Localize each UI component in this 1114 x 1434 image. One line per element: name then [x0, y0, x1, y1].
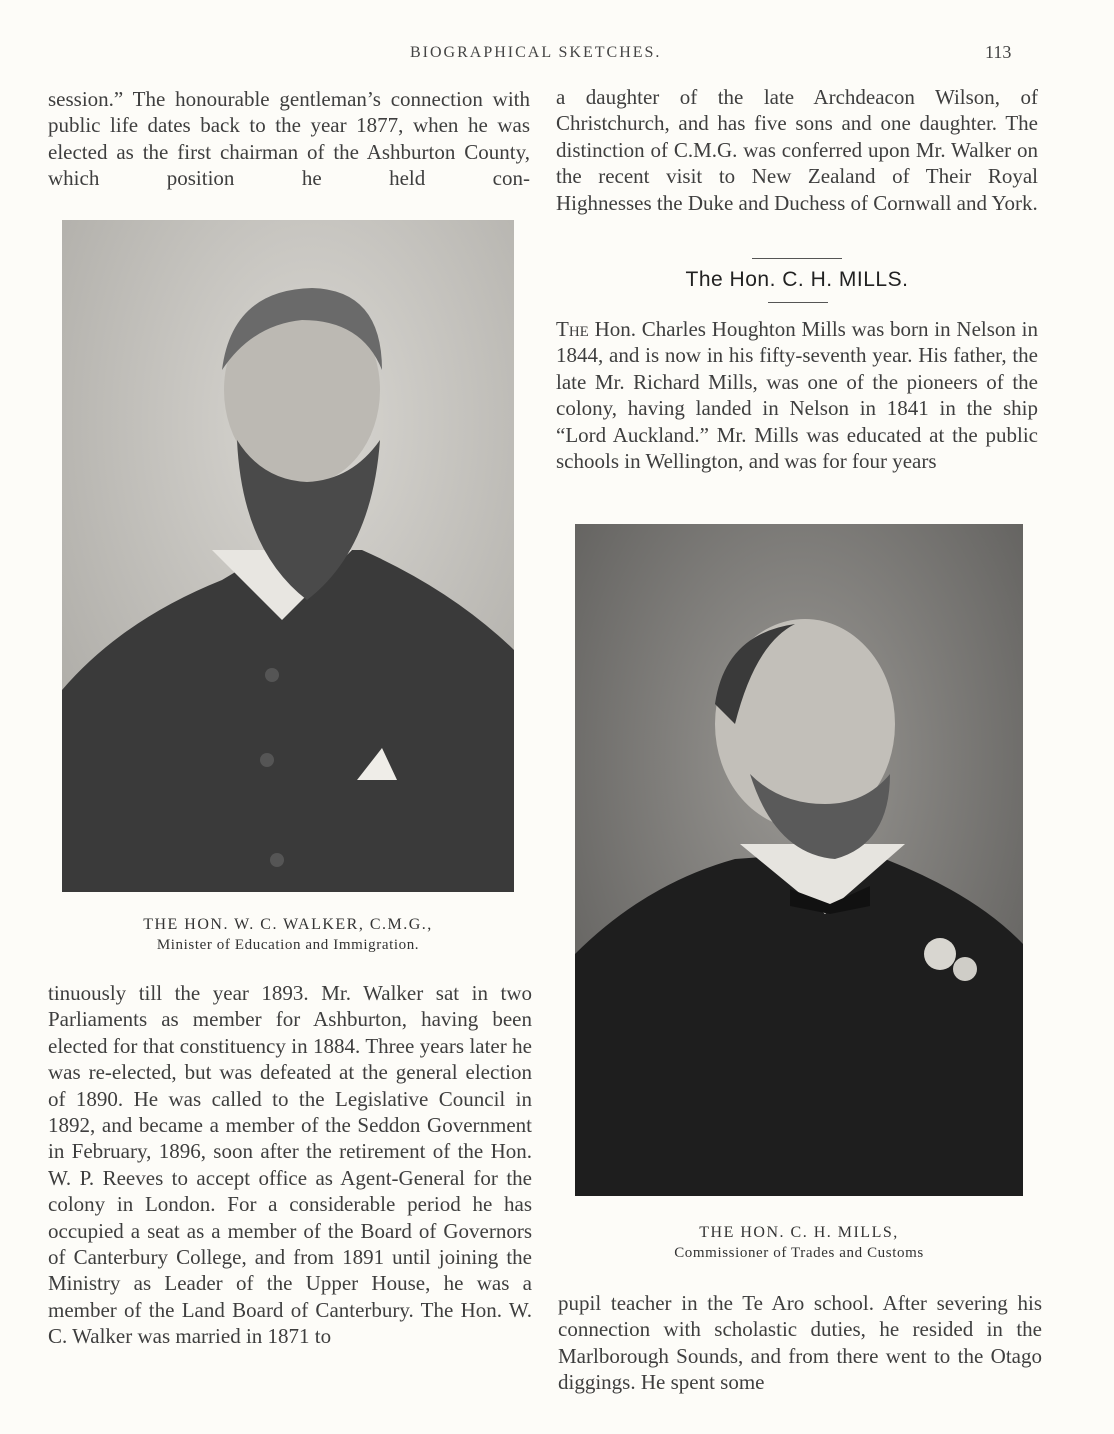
- walker-portrait: [62, 220, 514, 892]
- mills-caption: [575, 1222, 1023, 1264]
- mills-intro-text: Hon. Charles Houghton Mills was born in Nelson in 1844, and is now in his fifty-seventh year. His father, the late Mr. Richard Mills, was one of the pioneers of the colony, having landed in Nelson in 1841 in the ship “Lord Auckland.” Mr. Mills was educated at the public schools in Wellington, and was for four years: [556, 317, 1039, 474]
- mills-caption-name: THE HON. C. H. MILLS,: [699, 1224, 899, 1241]
- mills-paragraph-intro: [556, 316, 1038, 474]
- mills-intro-cap: The: [556, 317, 589, 341]
- mills-caption-title: Commissioner of Trades and Customs: [674, 1245, 924, 1261]
- walker-caption-title: Minister of Education and Immigration.: [156, 937, 420, 953]
- walker-paragraph-bottom: tinuously till the year 1893. Mr. Walker sat in two Parliaments as member for Ashburton, having been elected for that constituency in 1884. Three years later he was re-elected, but was defeated at the general election of 1890. He was called to the Legislative Council in 1892, and became a member of the Seddon Government in February, 1896, soon after the retirement of the Hon. W. P. Reeves to accept office as Agent-General for the colony in London. For a considerable period he has occupied a seat as a member of the Board of Governors of Canterbury College, and from 1891 until joining the Ministry as Leader of the Upper House, he was a member of the Land Board of Canterbury. The Hon. W. C. Walker was married in 1871 to: [48, 981, 532, 1349]
- walker-caption-name: THE HON. W. C. WALKER, C.M.G.,: [143, 916, 433, 933]
- mills-heading: The Hon. C. H. MILLS.: [685, 268, 909, 291]
- walker-paragraph-continued: a daughter of the late Archdeacon Wilson, of Christchurch, and has five sons and one daughter. The distinction of C.M.G. was conferred upon Mr. Walker on the recent visit to New Zealand of Their Royal Highnesses the Duke and Duchess of Cornwall and York.: [556, 85, 1038, 215]
- page-number: 113: [985, 42, 1012, 62]
- walker-caption: [62, 914, 514, 956]
- walker-paragraph-top: session.” The honourable gentleman’s connection with public life dates back to the year 1877, when he was elected as the first chairman of the Ashburton County, which position he held con-: [48, 87, 530, 191]
- running-head: BIOGRAPHICAL SKETCHES.: [410, 44, 662, 61]
- heading-rule-top: [752, 258, 842, 259]
- mills-portrait: [575, 524, 1023, 1196]
- heading-rule-bottom: [768, 302, 828, 303]
- mills-paragraph-bottom: pupil teacher in the Te Aro school. After severing his connection with scholastic duties, he resided in the Marlborough Sounds, and from there went to the Otago diggings. He spent some: [558, 1291, 1042, 1395]
